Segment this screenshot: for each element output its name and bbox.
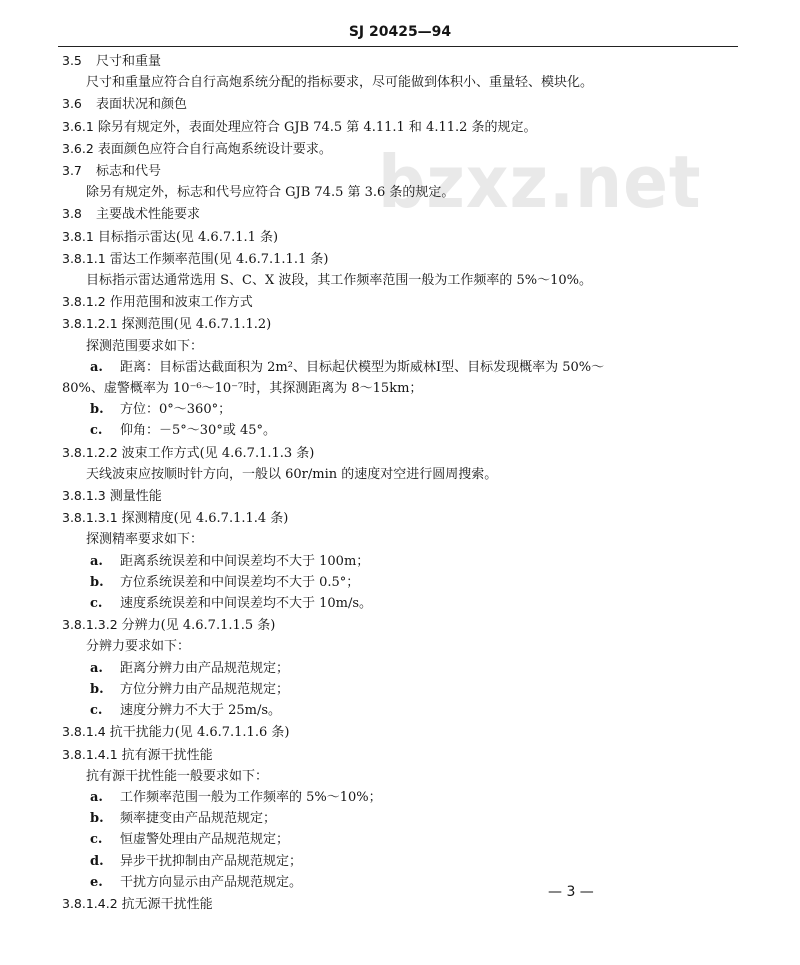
section-number: 3.6.2 [62, 140, 94, 156]
document-header: SJ 20425—94 [348, 24, 452, 40]
line-text: 距离系统误差和中间误差均不大于 100m； [120, 553, 370, 569]
list-item [62, 551, 752, 572]
list-marker: a. [90, 660, 103, 676]
line-text: 方位系统误差和中间误差均不大于 0.5°； [120, 574, 360, 590]
line-text: 抗有源干扰性能一般要求如下： [86, 768, 269, 784]
list-marker: c. [90, 832, 103, 848]
list-marker: a. [90, 553, 103, 569]
section-number: 3.8.1 [62, 228, 94, 244]
section-number: 3.8.1.4 [62, 724, 106, 740]
paragraph-line [62, 636, 752, 657]
section-heading [62, 138, 752, 160]
watermark: bzxz.net [378, 140, 702, 224]
list-item [62, 829, 752, 850]
header-rule [58, 46, 738, 47]
section-number: 3.5 [62, 53, 82, 68]
line-text: 频率捷变由产品规范规定； [120, 811, 277, 827]
section-number: 3.8.1.4.2 [62, 895, 118, 911]
section-heading [62, 507, 752, 529]
line-text: 雷达工作频率范围(见 4.6.7.1.1.1 条) [109, 251, 329, 267]
line-text: 波束工作方式(见 4.6.7.1.1.3 条) [121, 445, 315, 461]
line-text: 目标指示雷达通常选用 S、C、X 波段，其工作频率范围一般为工作频率的 5%～10%。 [86, 273, 593, 289]
list-marker: e. [90, 874, 103, 890]
list-item [62, 872, 752, 893]
line-text: 探测范围(见 4.6.7.1.1.2) [121, 317, 272, 333]
line-text: 探测精度(见 4.6.7.1.1.4 条) [121, 511, 289, 527]
section-number: 3.8.1.3.2 [62, 617, 118, 633]
paragraph-line [62, 270, 752, 291]
list-item [62, 851, 752, 872]
list-item [62, 658, 752, 679]
line-text: 抗有源干扰性能 [121, 747, 213, 763]
line-text: 80%、虚警概率为 10⁻⁶～10⁻⁷时，其探测距离为 8～15km； [62, 381, 423, 397]
list-marker: a. [90, 789, 103, 805]
list-marker: c. [90, 423, 103, 439]
paragraph-line [62, 182, 752, 203]
list-marker: c. [90, 703, 103, 719]
list-item [62, 808, 752, 829]
section-heading [62, 291, 752, 313]
line-text: 标志和代号 [96, 164, 162, 180]
list-item [62, 700, 752, 721]
section-number: 3.8 [62, 206, 82, 222]
line-text: 分辨力(见 4.6.7.1.1.5 条) [121, 618, 276, 634]
paragraph-line [62, 72, 752, 93]
line-text: 距离分辨力由产品规范规定； [120, 660, 290, 676]
section-heading [62, 442, 752, 464]
list-marker: a. [90, 359, 103, 375]
list-marker: b. [90, 681, 104, 697]
line-text: 抗无源干扰性能 [121, 896, 213, 912]
section-number: 3.8.1.1 [62, 250, 106, 266]
section-heading [62, 485, 752, 507]
line-text: 探测精率要求如下： [86, 532, 204, 548]
section-heading [62, 721, 752, 743]
list-item [62, 357, 752, 378]
line-text: 方位：0°～360°； [120, 402, 232, 418]
line-text: 测量性能 [109, 489, 162, 505]
line-text: 目标指示雷达(见 4.6.7.1.1 条) [97, 229, 279, 245]
paragraph-line [62, 464, 752, 485]
section-number: 3.6.1 [62, 118, 94, 134]
line-text: 表面颜色应符合自行高炮系统设计要求。 [97, 141, 332, 157]
line-text: 分辨力要求如下： [86, 639, 191, 655]
section-number: 3.8.1.3.1 [62, 510, 118, 526]
list-item [62, 399, 752, 420]
list-item [62, 593, 752, 614]
paragraph-line [62, 336, 752, 357]
section-heading [62, 313, 752, 335]
section-heading [62, 744, 752, 766]
section-heading [62, 248, 752, 270]
document-body [62, 50, 752, 915]
paragraph-line [62, 529, 752, 550]
line-text: 速度分辨力不大于 25m/s。 [120, 703, 282, 719]
section-number: 3.6 [62, 96, 82, 112]
line-text: 尺寸和重量应符合自行高炮系统分配的指标要求，尽可能做到体积小、重量轻、模块化。 [86, 75, 594, 91]
section-heading [62, 116, 752, 138]
line-text: 方位分辨力由产品规范规定； [120, 681, 290, 697]
section-number: 3.8.1.2.2 [62, 444, 118, 460]
line-text: 主要战术性能要求 [96, 207, 201, 223]
section-heading [62, 203, 752, 225]
line-text: 天线波束应按顺时针方向，一般以 60r/min 的速度对空进行圆周搜索。 [86, 466, 498, 482]
line-text: 速度系统误差和中间误差均不大于 10m/s。 [120, 596, 373, 612]
list-item [62, 679, 752, 700]
section-number: 3.8.1.4.1 [62, 746, 118, 762]
list-item [62, 787, 752, 808]
section-number: 3.7 [62, 163, 82, 179]
page-number: — 3 — [548, 884, 594, 900]
line-text: 工作频率范围一般为工作频率的 5%～10%； [120, 789, 382, 805]
continuation-line [62, 378, 752, 399]
line-text: 除另有规定外，表面处理应符合 GJB 74.5 第 4.11.1 和 4.11.2 条的规定。 [97, 119, 537, 135]
section-heading [62, 93, 752, 115]
line-text: 尺寸和重量 [96, 54, 162, 69]
line-text: 除另有规定外，标志和代号应符合 GJB 74.5 第 3.6 条的规定。 [86, 185, 455, 201]
line-text: 作用范围和波束工作方式 [109, 295, 253, 311]
section-heading [62, 50, 752, 72]
list-item [62, 420, 752, 441]
list-marker: b. [90, 811, 104, 827]
section-number: 3.8.1.2.1 [62, 316, 118, 332]
line-text: 干扰方向显示由产品规范规定。 [120, 874, 303, 890]
list-item [62, 572, 752, 593]
line-text: 表面状况和颜色 [96, 97, 188, 113]
section-heading [62, 893, 752, 915]
list-marker: b. [90, 402, 104, 418]
line-text: 探测范围要求如下： [86, 338, 204, 354]
section-heading [62, 614, 752, 636]
list-marker: c. [90, 596, 103, 612]
list-marker: b. [90, 574, 104, 590]
line-text: 抗干扰能力(见 4.6.7.1.1.6 条) [109, 725, 290, 741]
section-number: 3.8.1.2 [62, 294, 106, 310]
section-number: 3.8.1.3 [62, 488, 106, 504]
list-marker: d. [90, 853, 104, 869]
line-text: 恒虚警处理由产品规范规定； [120, 832, 290, 848]
line-text: 仰角：－5°～30°或 45°。 [120, 423, 276, 439]
section-heading [62, 160, 752, 182]
paragraph-line [62, 766, 752, 787]
section-heading [62, 226, 752, 248]
line-text: 异步干扰抑制由产品规范规定； [120, 853, 303, 869]
line-text: 距离：目标雷达截面积为 2m²、目标起伏模型为斯威林Ⅰ型、目标发现概率为 50%～ [120, 359, 605, 375]
